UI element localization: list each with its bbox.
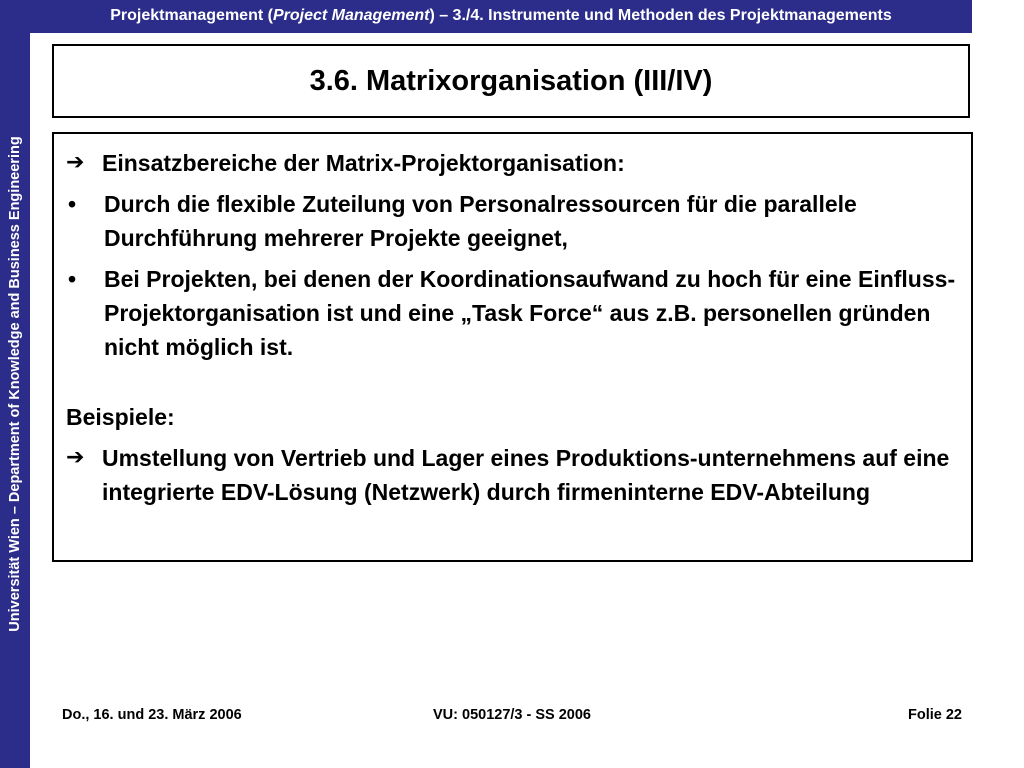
bullet-text: Durch die flexible Zuteilung von Personalressourcen für die parallele Durchführung mehrerer Projekte geeignet, bbox=[104, 191, 857, 251]
footer-course: VU: 050127/3 - SS 2006 bbox=[433, 707, 591, 723]
example-item bbox=[66, 441, 961, 509]
example-text: Umstellung von Vertrieb und Lager eines Produktions-unternehmens auf eine integrierte EDV-Lösung (Netzwerk) durch firmeninterne EDV-Abteilung bbox=[102, 445, 950, 505]
arrow-right-icon: ➔ bbox=[66, 150, 85, 175]
sidebar-institution-label: Universität Wien – Department of Knowledge and Business Engineering bbox=[7, 136, 23, 632]
arrow-right-icon: ➔ bbox=[66, 445, 85, 470]
section-heading-row bbox=[66, 146, 961, 180]
footer-date: Do., 16. und 23. März 2006 bbox=[62, 707, 242, 723]
section-heading: Einsatzbereiche der Matrix-Projektorganisation: bbox=[102, 150, 625, 176]
list-item bbox=[66, 262, 961, 364]
sidebar bbox=[0, 0, 30, 768]
title-box bbox=[52, 44, 970, 118]
header-prefix: Projektmanagement ( bbox=[110, 7, 273, 24]
content-box bbox=[52, 132, 973, 562]
footer-slide-number: Folie 22 bbox=[908, 707, 962, 723]
header-suffix: ) – 3./4. Instrumente und Methoden des Projektmanagements bbox=[429, 7, 892, 24]
bullet-icon: • bbox=[68, 191, 77, 217]
examples-label: Beispiele: bbox=[66, 404, 175, 430]
list-item bbox=[66, 187, 961, 255]
header-bar bbox=[30, 0, 972, 33]
bullet-icon: • bbox=[68, 266, 77, 292]
header-italic: Project Management bbox=[272, 7, 430, 24]
bullet-text: Bei Projekten, bei denen der Koordinationsaufwand zu hoch für eine Einfluss-Projektorganisation ist und eine „Task Force“ aus z.B. personellen gründen nicht möglich ist. bbox=[104, 266, 956, 360]
slide-title: 3.6. Matrixorganisation (III/IV) bbox=[309, 64, 713, 97]
